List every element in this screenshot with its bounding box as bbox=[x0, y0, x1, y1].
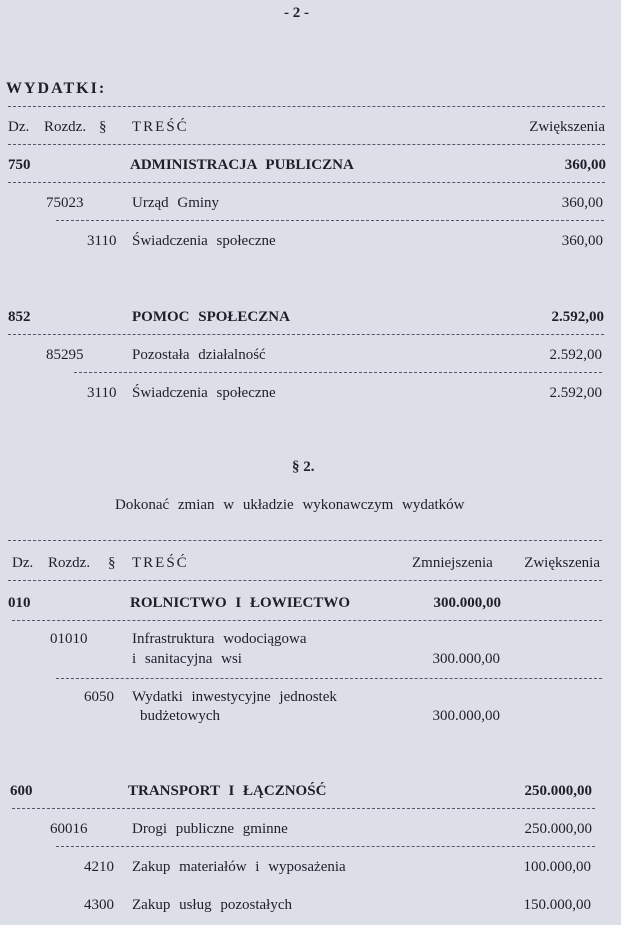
divider bbox=[8, 106, 605, 107]
header-tresc: TREŚĆ bbox=[132, 555, 189, 571]
rozdzial-zmniejszenia: 300.000,00 bbox=[432, 651, 500, 667]
page-number: - 2 - bbox=[284, 5, 309, 21]
rozdzial-code: 01010 bbox=[50, 631, 88, 647]
paragraf-code: 4210 bbox=[84, 859, 114, 875]
rozdzial-amount: 2.592,00 bbox=[549, 347, 602, 363]
paragraf-zwiekszenia: 150.000,00 bbox=[523, 897, 591, 913]
divider bbox=[8, 334, 604, 335]
rozdzial-code: 75023 bbox=[46, 195, 84, 211]
paragraph-intro: Dokonać zmian w układzie wykonawczym wydatków bbox=[115, 497, 465, 513]
paragraf-amount: 360,00 bbox=[561, 233, 603, 249]
paragraf-zmniejszenia: 300.000,00 bbox=[432, 708, 500, 724]
paragraf-name-line2: budżetowych bbox=[140, 708, 220, 724]
paragraf-name: Świadczenia społeczne bbox=[132, 233, 276, 249]
rozdzial-amount: 360,00 bbox=[561, 195, 603, 211]
header-dz: Dz. bbox=[12, 555, 34, 571]
divider bbox=[12, 620, 602, 621]
dzial-name: TRANSPORT I ŁĄCZNOŚĆ bbox=[128, 783, 327, 799]
rozdzial-zwiekszenia: 250.000,00 bbox=[524, 821, 592, 837]
dzial-code: 750 bbox=[8, 157, 31, 173]
paragraf-code: 3110 bbox=[87, 385, 117, 401]
divider bbox=[8, 540, 602, 541]
divider bbox=[8, 182, 605, 183]
dzial-name: ADMINISTRACJA PUBLICZNA bbox=[130, 157, 354, 173]
dzial-code: 600 bbox=[10, 783, 33, 799]
divider bbox=[56, 846, 595, 847]
paragraf-name: Świadczenia społeczne bbox=[132, 385, 276, 401]
paragraph-heading: § 2. bbox=[292, 459, 315, 475]
dzial-code: 852 bbox=[8, 309, 31, 325]
divider bbox=[56, 678, 602, 679]
paragraf-name: Zakup usług pozostałych bbox=[132, 897, 292, 913]
dzial-name: ROLNICTWO I ŁOWIECTWO bbox=[130, 595, 351, 611]
dzial-zmniejszenia: 300.000,00 bbox=[433, 595, 501, 611]
rozdzial-name: Drogi publiczne gminne bbox=[132, 821, 288, 837]
header-dz: Dz. bbox=[8, 119, 30, 135]
paragraf-code: 3110 bbox=[87, 233, 117, 249]
header-paragraph: § bbox=[108, 555, 116, 571]
divider bbox=[12, 808, 595, 809]
rozdzial-code: 85295 bbox=[46, 347, 84, 363]
rozdzial-name-line2: i sanitacyjna wsi bbox=[132, 651, 242, 667]
rozdzial-name: Urząd Gminy bbox=[132, 195, 220, 211]
header-zwiekszenia: Zwiększenia bbox=[524, 555, 600, 571]
section-title: WYDATKI: bbox=[6, 80, 107, 97]
dzial-amount: 2.592,00 bbox=[551, 309, 604, 325]
paragraf-code: 6050 bbox=[84, 689, 114, 705]
rozdzial-code: 60016 bbox=[50, 821, 88, 837]
header-rozdz: Rozdz. bbox=[48, 555, 91, 571]
rozdzial-name-line1: Infrastruktura wodociągowa bbox=[132, 631, 307, 647]
header-rozdz: Rozdz. bbox=[44, 119, 87, 135]
dzial-name: POMOC SPOŁECZNA bbox=[132, 309, 290, 325]
divider bbox=[74, 372, 602, 373]
header-zwiekszenia: Zwiększenia bbox=[529, 119, 605, 135]
paragraf-code: 4300 bbox=[84, 897, 114, 913]
paragraf-name-line1: Wydatki inwestycyjne jednostek bbox=[132, 689, 337, 705]
dzial-code: 010 bbox=[8, 595, 31, 611]
paragraf-zwiekszenia: 100.000,00 bbox=[523, 859, 591, 875]
header-tresc: TREŚĆ bbox=[132, 119, 189, 135]
divider bbox=[8, 580, 602, 581]
paragraf-name: Zakup materiałów i wyposażenia bbox=[132, 859, 346, 875]
header-paragraph: § bbox=[99, 119, 107, 135]
dzial-zwiekszenia: 250.000,00 bbox=[524, 783, 592, 799]
dzial-amount: 360,00 bbox=[564, 157, 606, 173]
divider bbox=[56, 220, 604, 221]
header-zmniejszenia: Zmniejszenia bbox=[412, 555, 493, 571]
rozdzial-name: Pozostała działalność bbox=[132, 347, 266, 363]
divider bbox=[8, 144, 605, 145]
paragraf-amount: 2.592,00 bbox=[549, 385, 602, 401]
